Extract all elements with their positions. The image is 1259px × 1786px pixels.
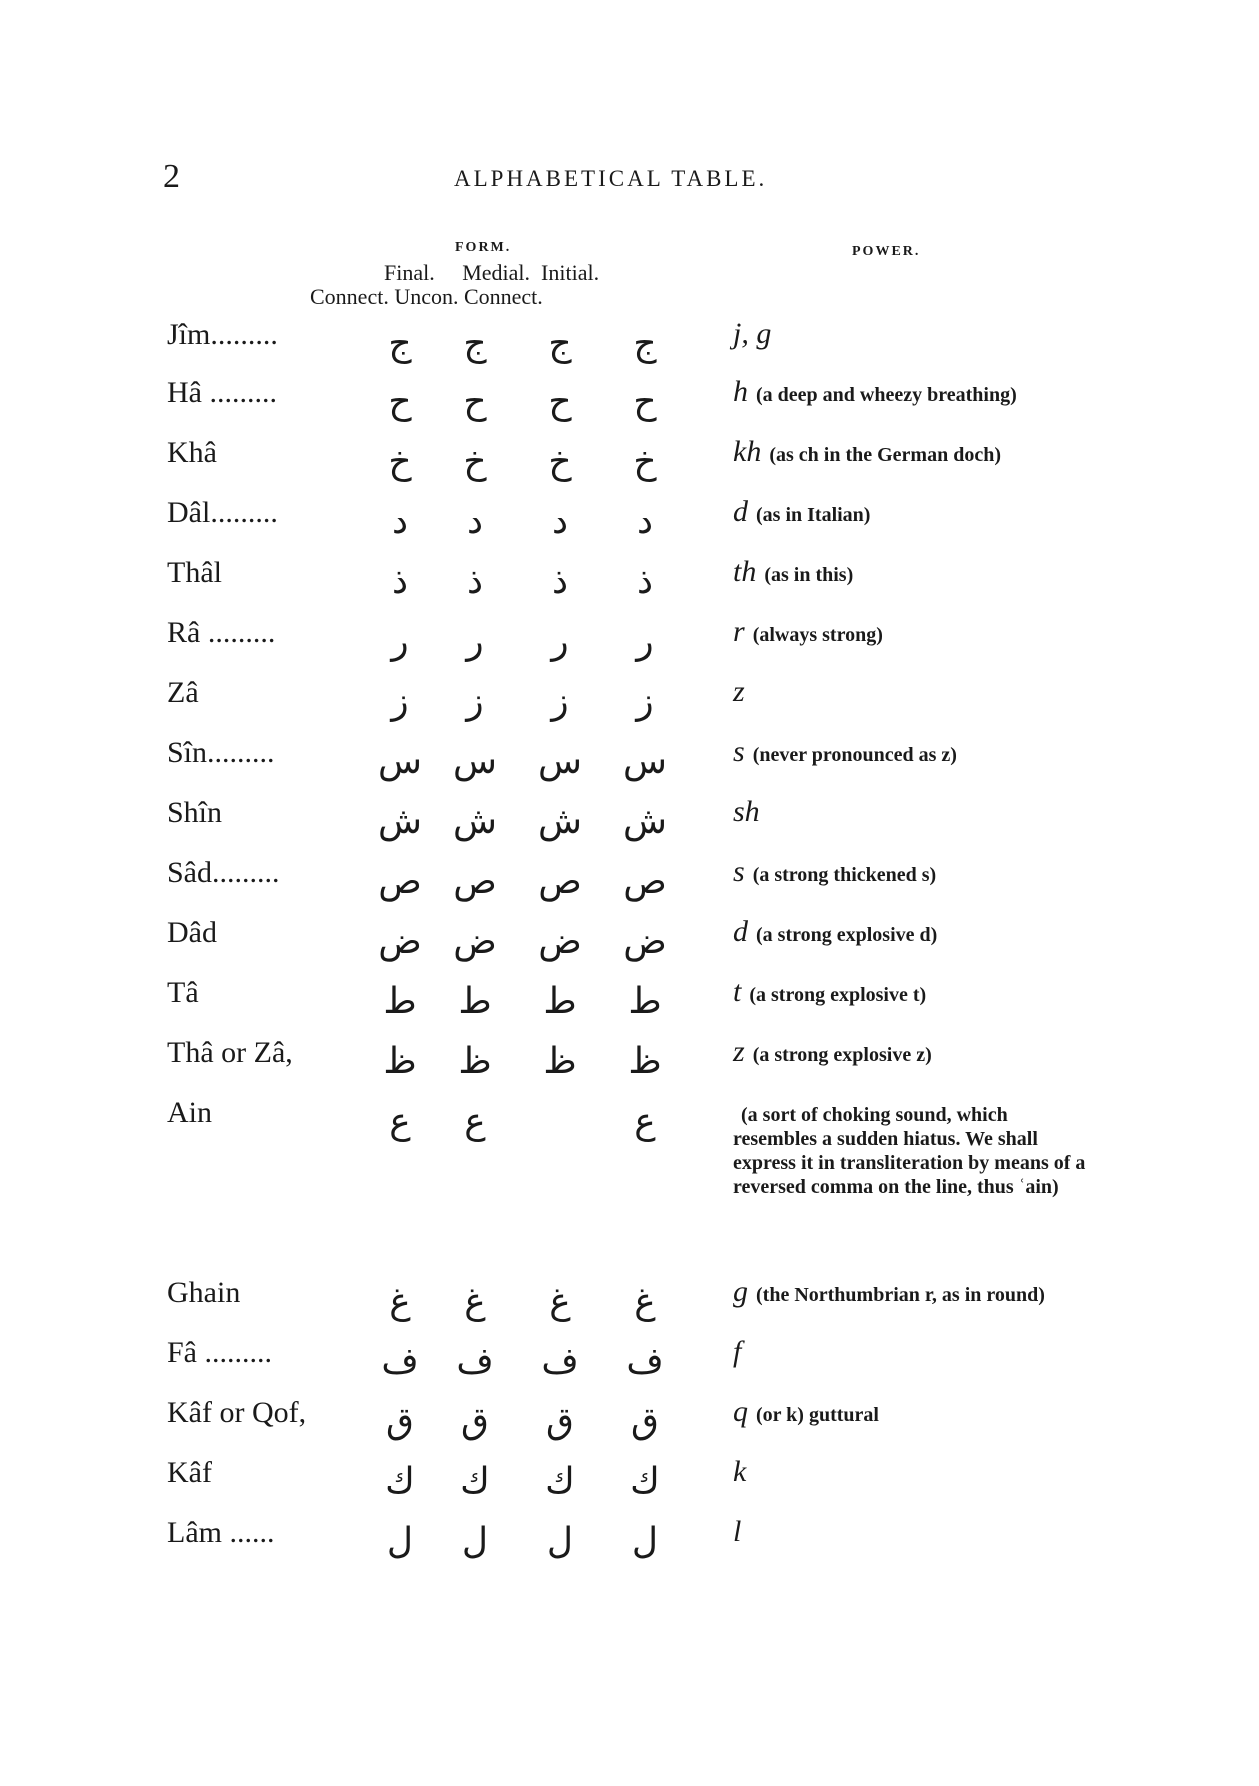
power-symbol: d [733, 915, 748, 948]
initial-form: د [636, 501, 654, 542]
letter-name: Hâ ......... [167, 376, 277, 409]
medial-form: ز [551, 681, 569, 722]
initial-form: خ [633, 441, 657, 482]
letter-name: Zâ [167, 676, 199, 709]
letter-power [733, 435, 1093, 468]
final-unconnected-form: ج [463, 323, 487, 364]
medial-form: ذ [551, 561, 569, 602]
power-symbol: r [733, 615, 745, 648]
letter-name: Thâ or Zâ, [167, 1036, 293, 1069]
final-unconnected-form: ظ [458, 1041, 492, 1082]
letter-row [0, 916, 1259, 972]
letter-power [733, 675, 1093, 708]
form-subheader: Final. Medial. Initial. [384, 260, 600, 285]
letter-power [733, 1335, 1093, 1368]
final-unconnected-form: ح [463, 381, 487, 422]
final-unconnected-form: ع [464, 1101, 486, 1142]
page-number: 2 [163, 158, 180, 195]
final-connected-form: ر [391, 621, 409, 662]
final-connected-form: ص [378, 861, 422, 902]
letter-power [733, 317, 1093, 350]
final-unconnected-form: ز [466, 681, 484, 722]
letter-name: Ain [167, 1096, 212, 1129]
letter-row [0, 496, 1259, 552]
final-connected-form: ق [386, 1401, 414, 1442]
letter-power [733, 855, 1093, 888]
power-note: (a strong thickened s) [752, 864, 937, 886]
initial-form: س [623, 741, 667, 782]
letter-row [0, 1036, 1259, 1092]
letter-row [0, 318, 1259, 374]
initial-form: غ [634, 1281, 656, 1322]
medial-form: ض [538, 921, 582, 962]
power-note: (a sort of choking sound, which resembles a sudden hiatus. We shall express it in transliteration by means of a reversed comma on the line, thus ʿain) [733, 1104, 1086, 1198]
power-symbol: z [733, 675, 745, 708]
power-note: (as ch in the German doch) [769, 444, 1001, 466]
letter-name: Thâl [167, 556, 222, 589]
final-connected-form: ذ [391, 561, 409, 602]
initial-form: ز [636, 681, 654, 722]
letter-power [733, 735, 1093, 768]
power-symbol: g [733, 1275, 748, 1308]
letter-name: Tâ [167, 976, 199, 1009]
initial-form: ص [623, 861, 667, 902]
letter-power [733, 495, 1093, 528]
letter-row [0, 736, 1259, 792]
power-header: POWER. [852, 244, 921, 259]
letter-power [733, 975, 1093, 1008]
power-note: (or k) guttural [756, 1404, 879, 1426]
final-unconnected-form: ق [461, 1401, 489, 1442]
power-symbol: s [733, 735, 745, 768]
form-header: FORM. [455, 240, 512, 255]
letter-row [0, 376, 1259, 432]
final-connected-form: ف [381, 1341, 419, 1382]
letter-row [0, 796, 1259, 852]
medial-form: ص [538, 861, 582, 902]
final-connected-form: ط [383, 981, 417, 1022]
medial-form: ف [541, 1341, 579, 1382]
letter-name: Dâl......... [167, 496, 278, 529]
letter-power [733, 555, 1093, 588]
power-symbol: f [733, 1335, 742, 1368]
medial-form: ل [546, 1521, 574, 1562]
final-unconnected-form: س [453, 741, 497, 782]
final-connected-form: ض [378, 921, 422, 962]
initial-form: ظ [628, 1041, 662, 1082]
medial-form: ظ [543, 1041, 577, 1082]
power-symbol: sh [733, 795, 760, 828]
final-connected-form: ظ [383, 1041, 417, 1082]
power-symbol: j, g [733, 317, 772, 350]
letter-row [0, 676, 1259, 732]
medial-form: ط [543, 981, 577, 1022]
power-note: (a strong explosive z) [752, 1044, 932, 1066]
letter-name: Fâ ......... [167, 1336, 272, 1369]
power-note: (always strong) [752, 624, 883, 646]
power-note: (a deep and wheezy breathing) [756, 384, 1017, 406]
final-unconnected-form: ط [458, 981, 492, 1022]
medial-form: ج [548, 323, 572, 364]
initial-form: ع [634, 1101, 656, 1142]
final-unconnected-form: غ [464, 1281, 486, 1322]
letter-power [733, 795, 1093, 828]
initial-form: ش [623, 801, 667, 842]
letter-row [0, 1396, 1259, 1452]
initial-form: ر [636, 621, 654, 662]
initial-form: ق [631, 1401, 659, 1442]
final-unconnected-form: ك [460, 1461, 490, 1502]
letter-name: Râ ......... [167, 616, 276, 649]
letter-name: Shîn [167, 796, 223, 829]
medial-form: ق [546, 1401, 574, 1442]
letter-power [733, 1035, 1093, 1068]
letter-name: Khâ [167, 436, 217, 469]
power-note: (as in this) [764, 564, 854, 586]
medial-form: س [538, 741, 582, 782]
final-unconnected-form: ف [456, 1341, 494, 1382]
final-connected-form: غ [389, 1281, 411, 1322]
final-unconnected-form: د [466, 501, 484, 542]
power-symbol: k [733, 1455, 747, 1488]
final-connected-form: د [391, 501, 409, 542]
final-connected-form: ز [391, 681, 409, 722]
medial-form: ش [538, 801, 582, 842]
letter-name: Jîm......... [167, 318, 278, 351]
initial-form: ط [628, 981, 662, 1022]
running-head: ALPHABETICAL TABLE. [454, 166, 768, 191]
power-symbol: t [733, 975, 742, 1008]
letter-power [733, 375, 1093, 408]
medial-form: غ [549, 1281, 571, 1322]
letter-row [0, 556, 1259, 612]
initial-form: ج [633, 323, 657, 364]
final-connected-form: ح [388, 381, 412, 422]
final-connected-form: ل [386, 1521, 414, 1562]
letter-name: Dâd [167, 916, 217, 949]
form-connection-header: Connect. Uncon. Connect. [310, 284, 543, 309]
power-note: (never pronounced as z) [752, 744, 957, 766]
initial-form: ض [623, 921, 667, 962]
medial-form: د [551, 501, 569, 542]
power-note: (a strong explosive t) [749, 984, 927, 1006]
letter-row [0, 976, 1259, 1032]
power-symbol: q [733, 1395, 748, 1428]
letter-row [0, 856, 1259, 912]
final-unconnected-form: ل [461, 1521, 489, 1562]
final-unconnected-form: ر [466, 621, 484, 662]
power-symbol: th [733, 555, 757, 588]
initial-form: ل [631, 1521, 659, 1562]
letter-name: Sîn......... [167, 736, 275, 769]
power-symbol: d [733, 495, 748, 528]
letter-power [733, 1515, 1093, 1548]
initial-form: ك [630, 1461, 660, 1502]
initial-form: ح [633, 381, 657, 422]
power-note: (as in Italian) [756, 504, 871, 526]
letter-power [733, 615, 1093, 648]
letter-row [0, 1336, 1259, 1392]
power-symbol: z [733, 1035, 745, 1068]
final-connected-form: س [378, 741, 422, 782]
letter-power [733, 1455, 1093, 1488]
letter-name: Lâm ...... [167, 1516, 275, 1549]
final-unconnected-form: ش [453, 801, 497, 842]
medial-form: ك [545, 1461, 575, 1502]
initial-form: ف [626, 1341, 664, 1382]
power-note: (a strong explosive d) [756, 924, 938, 946]
power-symbol: l [733, 1515, 742, 1548]
final-connected-form: ع [389, 1101, 411, 1142]
final-unconnected-form: خ [463, 441, 487, 482]
letter-name: Kâf or Qof, [167, 1396, 307, 1429]
final-connected-form: ش [378, 801, 422, 842]
final-connected-form: خ [388, 441, 412, 482]
final-connected-form: ك [385, 1461, 415, 1502]
power-symbol: h [733, 375, 748, 408]
final-unconnected-form: ذ [466, 561, 484, 602]
power-symbol: kh [733, 435, 762, 468]
letter-name: Ghain [167, 1276, 241, 1309]
medial-form: ح [548, 381, 572, 422]
letter-power [733, 915, 1093, 948]
letter-row [0, 1096, 1259, 1198]
letter-row [0, 436, 1259, 492]
letter-name: Kâf [167, 1456, 212, 1489]
letter-power [733, 1275, 1093, 1308]
medial-form: خ [548, 441, 572, 482]
initial-form: ذ [636, 561, 654, 602]
power-note: (the Northumbrian r, as in round) [756, 1284, 1045, 1306]
letter-row [0, 1516, 1259, 1572]
letter-power [733, 1100, 1093, 1199]
power-symbol: s [733, 855, 745, 888]
medial-form: ر [551, 621, 569, 662]
final-connected-form: ج [388, 323, 412, 364]
letter-row [0, 616, 1259, 672]
letter-row [0, 1276, 1259, 1332]
letter-row [0, 1456, 1259, 1512]
final-unconnected-form: ص [453, 861, 497, 902]
letter-power [733, 1395, 1093, 1428]
letter-name: Sâd......... [167, 856, 280, 889]
final-unconnected-form: ض [453, 921, 497, 962]
